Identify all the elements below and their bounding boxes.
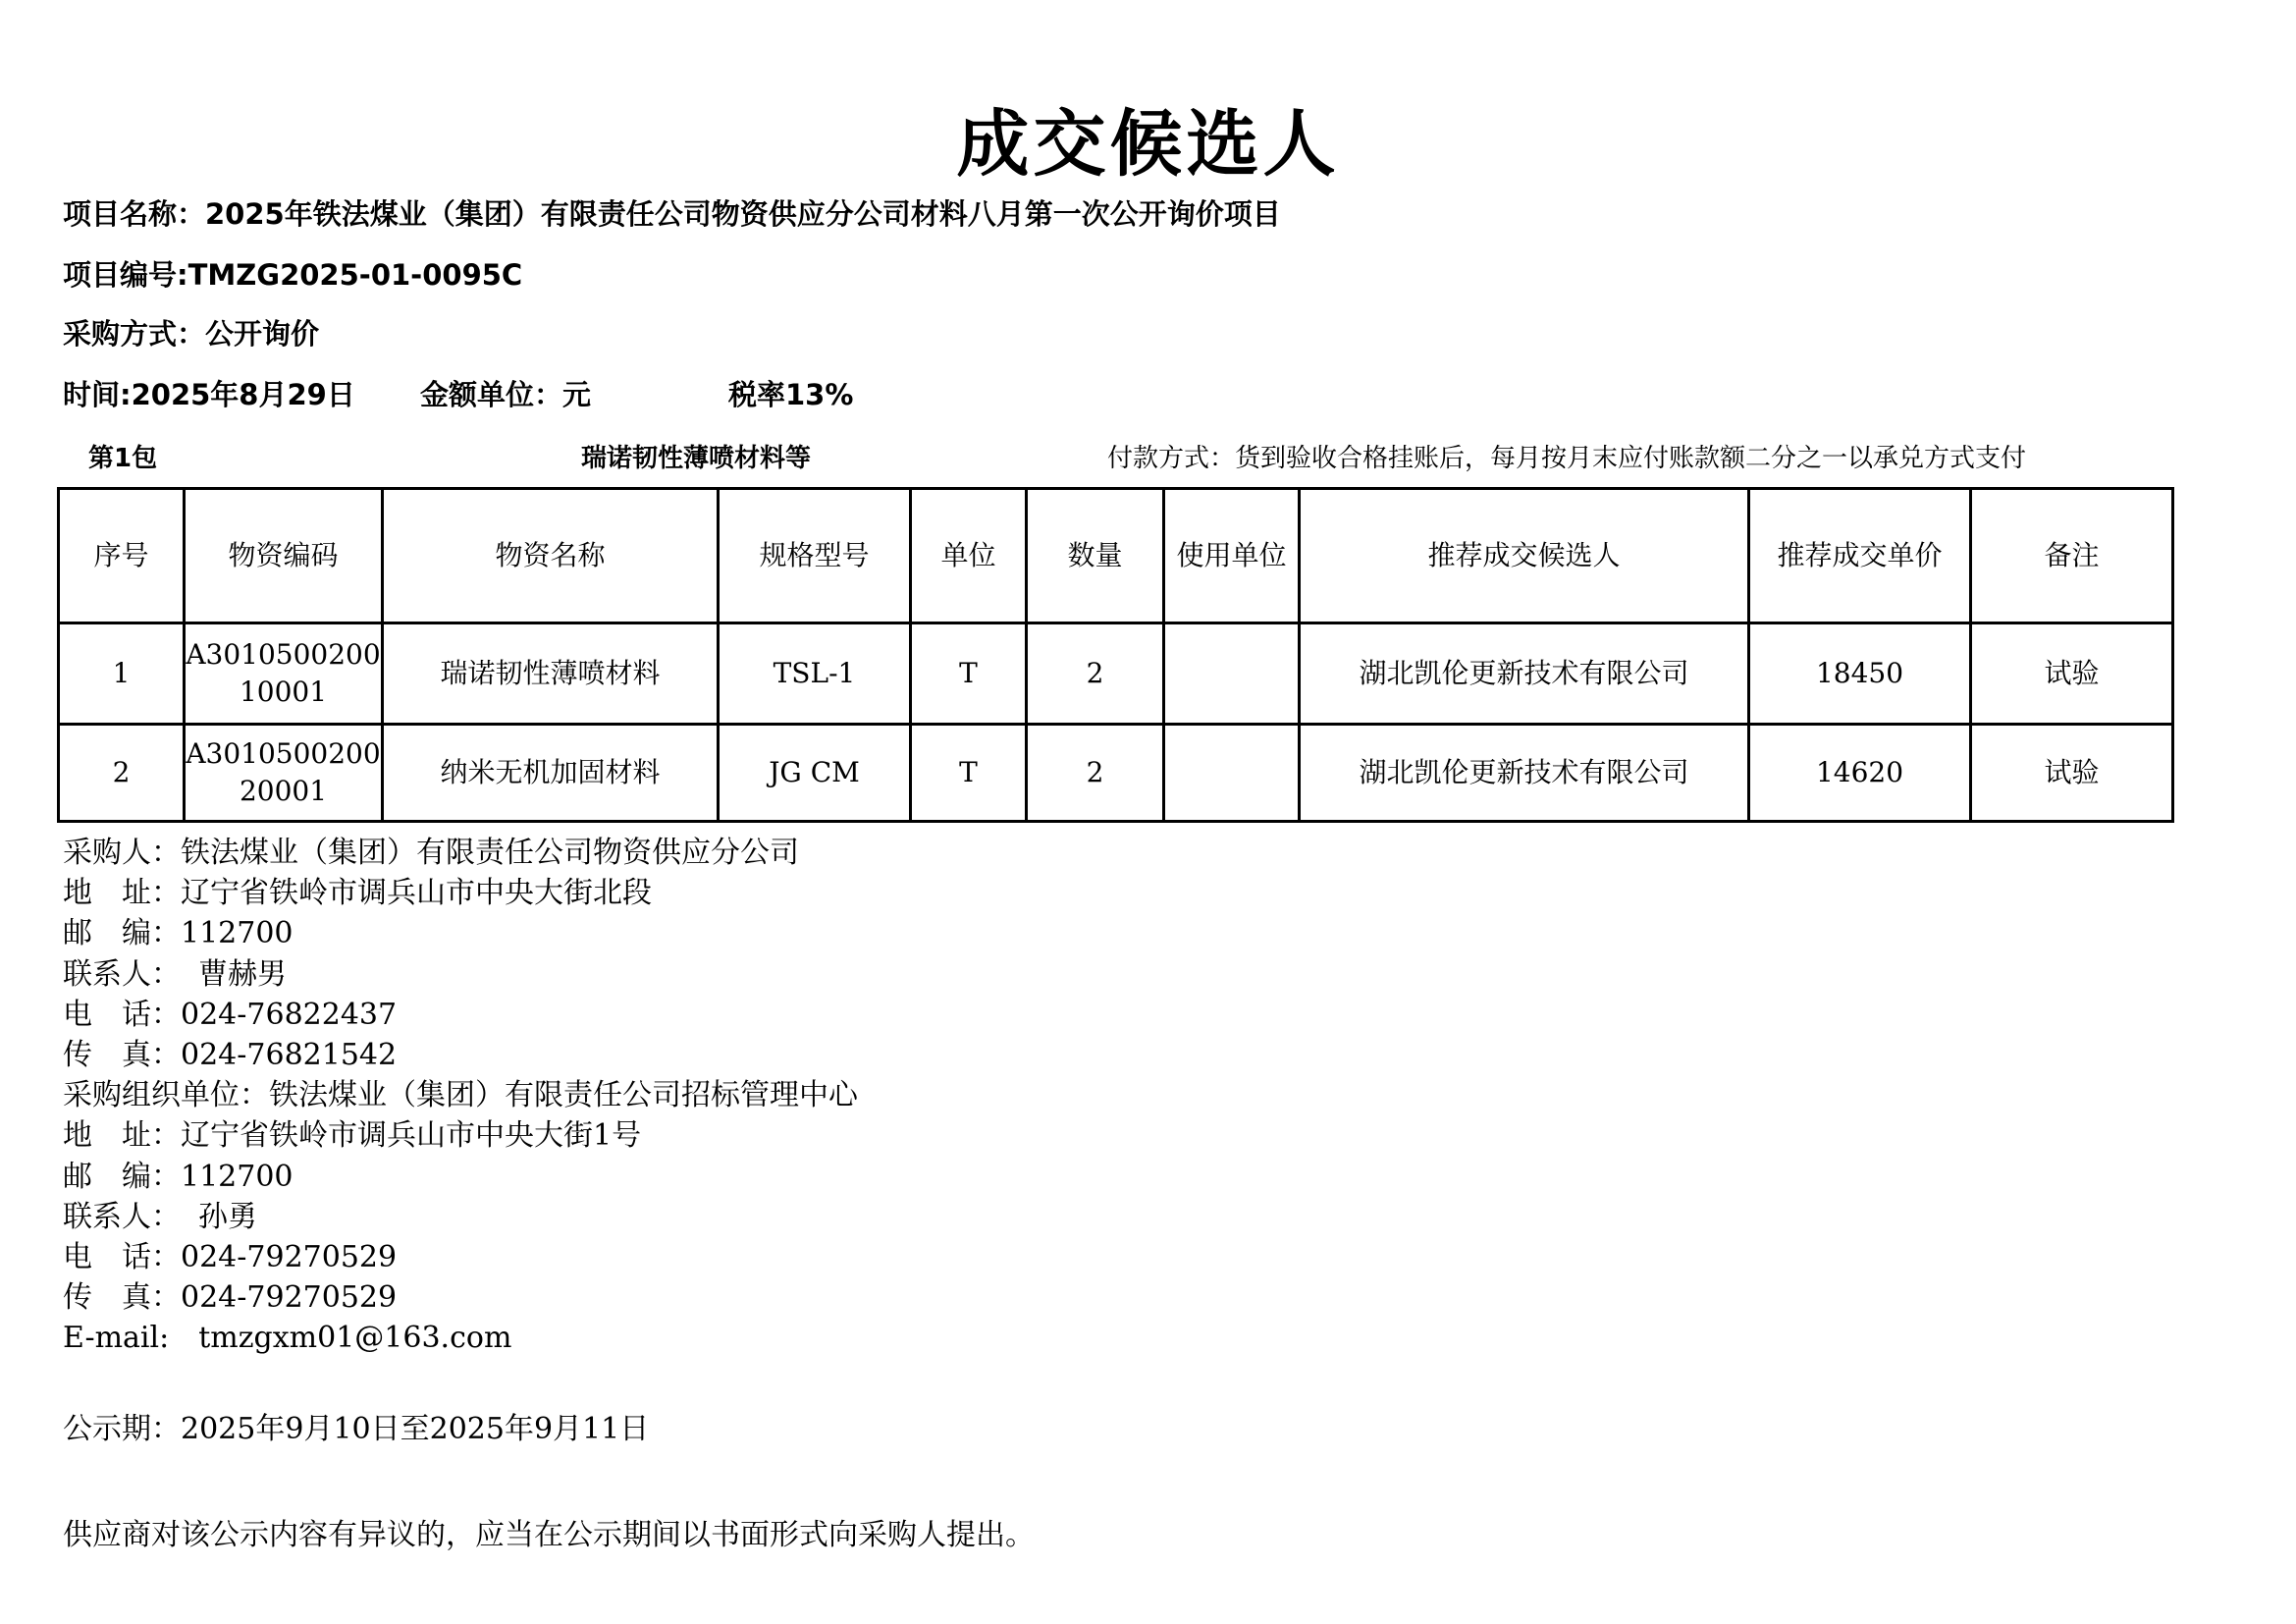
cell-remark: 试验 bbox=[1971, 623, 2173, 725]
payment-terms: 付款方式：货到验收合格挂账后，每月按月末应付账款额二分之一以承兑方式支付 bbox=[1107, 444, 2027, 473]
cell-material: 瑞诺韧性薄喷材料 bbox=[383, 623, 719, 725]
cell-quantity: 2 bbox=[1027, 725, 1164, 822]
buyer-phone: 电 话：024-76822437 bbox=[63, 997, 398, 1032]
agency-name: 采购组织单位：铁法煤业（集团）有限责任公司招标管理中心 bbox=[63, 1078, 858, 1113]
agency-fax: 传 真：024-79270529 bbox=[63, 1280, 398, 1316]
agency-contact: 联系人： 孙勇 bbox=[63, 1199, 257, 1234]
page-title: 成交候选人 bbox=[956, 102, 1340, 187]
cell-price: 18450 bbox=[1749, 623, 1971, 725]
cell-spec: JG CM bbox=[719, 725, 911, 822]
cell-code: A301050020020001 bbox=[185, 725, 383, 822]
cell-index: 2 bbox=[59, 725, 185, 822]
col-header-unit: 单位 bbox=[911, 489, 1027, 623]
cell-spec: TSL-1 bbox=[719, 623, 911, 725]
col-header-user-unit: 使用单位 bbox=[1164, 489, 1300, 623]
cell-user-unit bbox=[1164, 623, 1300, 725]
package-label: 第1包 bbox=[88, 444, 158, 473]
notice-period: 公示期：2025年9月10日至2025年9月11日 bbox=[63, 1412, 650, 1446]
procurement-method: 采购方式：公开询价 bbox=[63, 317, 320, 351]
col-header-quantity: 数量 bbox=[1027, 489, 1164, 623]
buyer-address: 地 址：辽宁省铁岭市调兵山市中央大街北段 bbox=[63, 876, 652, 911]
currency-unit: 金额单位：元 bbox=[420, 378, 592, 411]
col-header-material: 物资名称 bbox=[383, 489, 719, 623]
buyer-zip: 邮 编：112700 bbox=[63, 916, 294, 951]
contact-block bbox=[63, 833, 858, 1358]
col-header-index: 序号 bbox=[59, 489, 185, 623]
buyer-fax: 传 真：024-76821542 bbox=[63, 1037, 398, 1072]
cell-unit: T bbox=[911, 725, 1027, 822]
agency-address: 地 址：辽宁省铁岭市调兵山市中央大街1号 bbox=[63, 1118, 642, 1154]
candidate-table bbox=[57, 487, 2174, 823]
objection-note: 供应商对该公示内容有异议的，应当在公示期间以书面形式向采购人提出。 bbox=[63, 1518, 1035, 1552]
package-name: 瑞诺韧性薄喷材料等 bbox=[581, 444, 812, 473]
col-header-remark: 备注 bbox=[1971, 489, 2173, 623]
table-header-row bbox=[59, 489, 2173, 623]
table-row bbox=[59, 725, 2173, 822]
cell-remark: 试验 bbox=[1971, 725, 2173, 822]
agency-phone: 电 话：024-79270529 bbox=[63, 1239, 398, 1274]
date-line: 时间:2025年8月29日 bbox=[63, 378, 355, 411]
cell-unit: T bbox=[911, 623, 1027, 725]
cell-code: A301050020010001 bbox=[185, 623, 383, 725]
cell-index: 1 bbox=[59, 623, 185, 725]
col-header-price: 推荐成交单价 bbox=[1749, 489, 1971, 623]
agency-zip: 邮 编：112700 bbox=[63, 1159, 294, 1194]
table-row bbox=[59, 623, 2173, 725]
project-name: 项目名称：2025年铁法煤业（集团）有限责任公司物资供应分公司材料八月第一次公开询价项目 bbox=[63, 197, 1281, 231]
cell-price: 14620 bbox=[1749, 725, 1971, 822]
buyer-contact: 联系人： 曹赫男 bbox=[63, 956, 287, 992]
project-number: 项目编号:TMZG2025-01-0095C bbox=[63, 258, 523, 292]
cell-quantity: 2 bbox=[1027, 623, 1164, 725]
agency-email: E-mail: tmzgxm01@163.com bbox=[63, 1321, 512, 1356]
cell-candidate: 湖北凯伦更新技术有限公司 bbox=[1300, 725, 1749, 822]
cell-candidate: 湖北凯伦更新技术有限公司 bbox=[1300, 623, 1749, 725]
col-header-spec: 规格型号 bbox=[719, 489, 911, 623]
col-header-code: 物资编码 bbox=[185, 489, 383, 623]
col-header-candidate: 推荐成交候选人 bbox=[1300, 489, 1749, 623]
tax-rate: 税率13% bbox=[728, 378, 854, 411]
buyer-name: 采购人：铁法煤业（集团）有限责任公司物资供应分公司 bbox=[63, 836, 799, 870]
cell-user-unit bbox=[1164, 725, 1300, 822]
cell-material: 纳米无机加固材料 bbox=[383, 725, 719, 822]
